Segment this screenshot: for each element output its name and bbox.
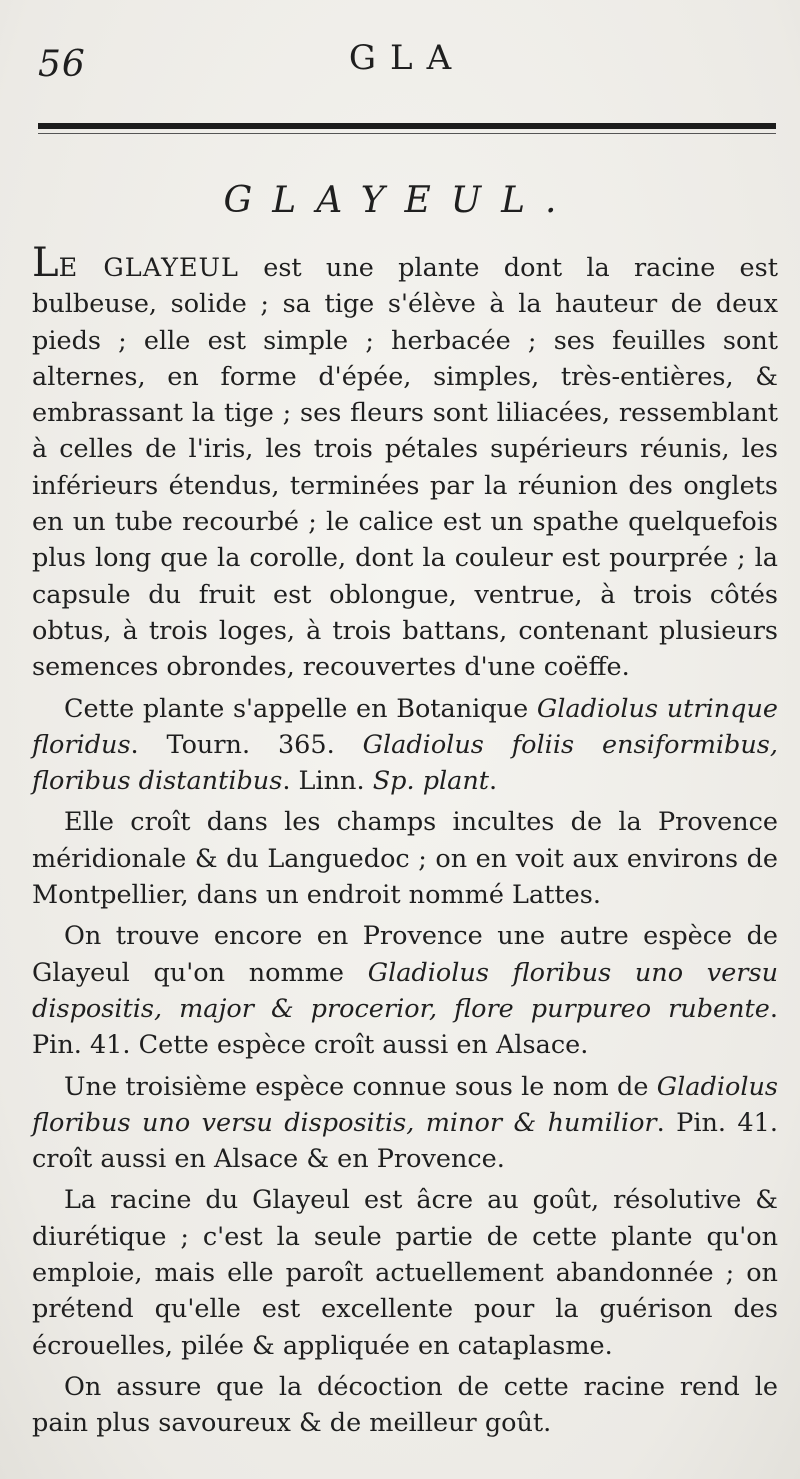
paragraph-uses: La racine du Glayeul est âcre au goût, résolutive & diurétique ; c'est la seule partie de cette plante qu'on emploie, mais elle paroît actuellement abandonnée ; on prétend qu'elle est excellente pour la guérison des écrouelles, pilée & appliquée en cataplasme. [32, 1185, 778, 1361]
latin-name: Gladiolus foliis ensiformibus, floribus distantibus [32, 729, 778, 797]
text-run: . Pin. 41. croît aussi en Alsace & en Provence. [32, 1107, 778, 1175]
paragraph-second-species [32, 918, 778, 1063]
paragraph-bread: On assure que la décoction de cette racine rend le pain plus savoureux & de meilleur goût. [32, 1371, 778, 1439]
paragraph-text: est une plante dont la racine est bulbeuse, solide ; sa tige s'élève à la hauteur de deux pieds ; elle est simple ; herbacée ; ses feuilles sont alternes, en forme d'épée, simples, très-entières, & embrassant la tige ; ses fleurs sont liliacées, ressemblant à celles de l'iris, les trois pétales supérieurs réunis, les inférieurs étendus, terminées par la réunion des onglets en un tube recourbé ; le calice est un spathe quelquefois plus long que la corolle, dont la couleur est pourprée ; la capsule du fruit est oblongue, ventrue, à trois côtés obtus, à trois loges, à trois battans, contenant plusieurs semences obrondes, recouvertes d'une coëffe. [32, 253, 778, 683]
text-run: . [489, 766, 498, 797]
latin-name: Gladiolus utrinque floridus [32, 693, 779, 760]
latin-name: Gladiolus floribus uno versu dispositis, major & procerior, flore purpureo rubente [32, 957, 778, 1024]
lead-word: E GLAYEUL [58, 253, 239, 283]
header-rule-thin [38, 133, 776, 134]
text-run: Une troisième espèce connue sous le nom de [64, 1071, 657, 1102]
text-run: . Linn. [282, 766, 373, 797]
paragraph-habitat: Elle croît dans les champs incultes de la Provence méridionale & du Languedoc ; on en voit aux environs de Montpellier, dans un endroit nommé Lattes. [32, 807, 778, 911]
text-run: On trouve encore en Provence une autre espèce de Glayeul qu'on nomme [32, 921, 778, 988]
latin-name: Gladiolus floribus uno versu dispositis, minor & humilior [32, 1071, 778, 1138]
text-run: . Tourn. 365. [130, 729, 363, 760]
page-number: 56 [38, 44, 86, 85]
header-rule [38, 123, 776, 129]
paragraph-third-species [32, 1069, 778, 1178]
latin-name: Sp. plant [372, 766, 490, 797]
paragraph-botanical-names [32, 691, 778, 800]
drop-letter: L [32, 240, 59, 286]
text-run: Cette plante s'appelle en Botanique [64, 693, 537, 724]
article-title: GLAYEUL. [223, 180, 577, 221]
text-run: . Pin. 41. Cette espèce croît aussi en Alsace. [32, 993, 778, 1061]
running-head: GLA [348, 38, 466, 78]
article-body [32, 240, 779, 1447]
paragraph-description [32, 240, 778, 686]
